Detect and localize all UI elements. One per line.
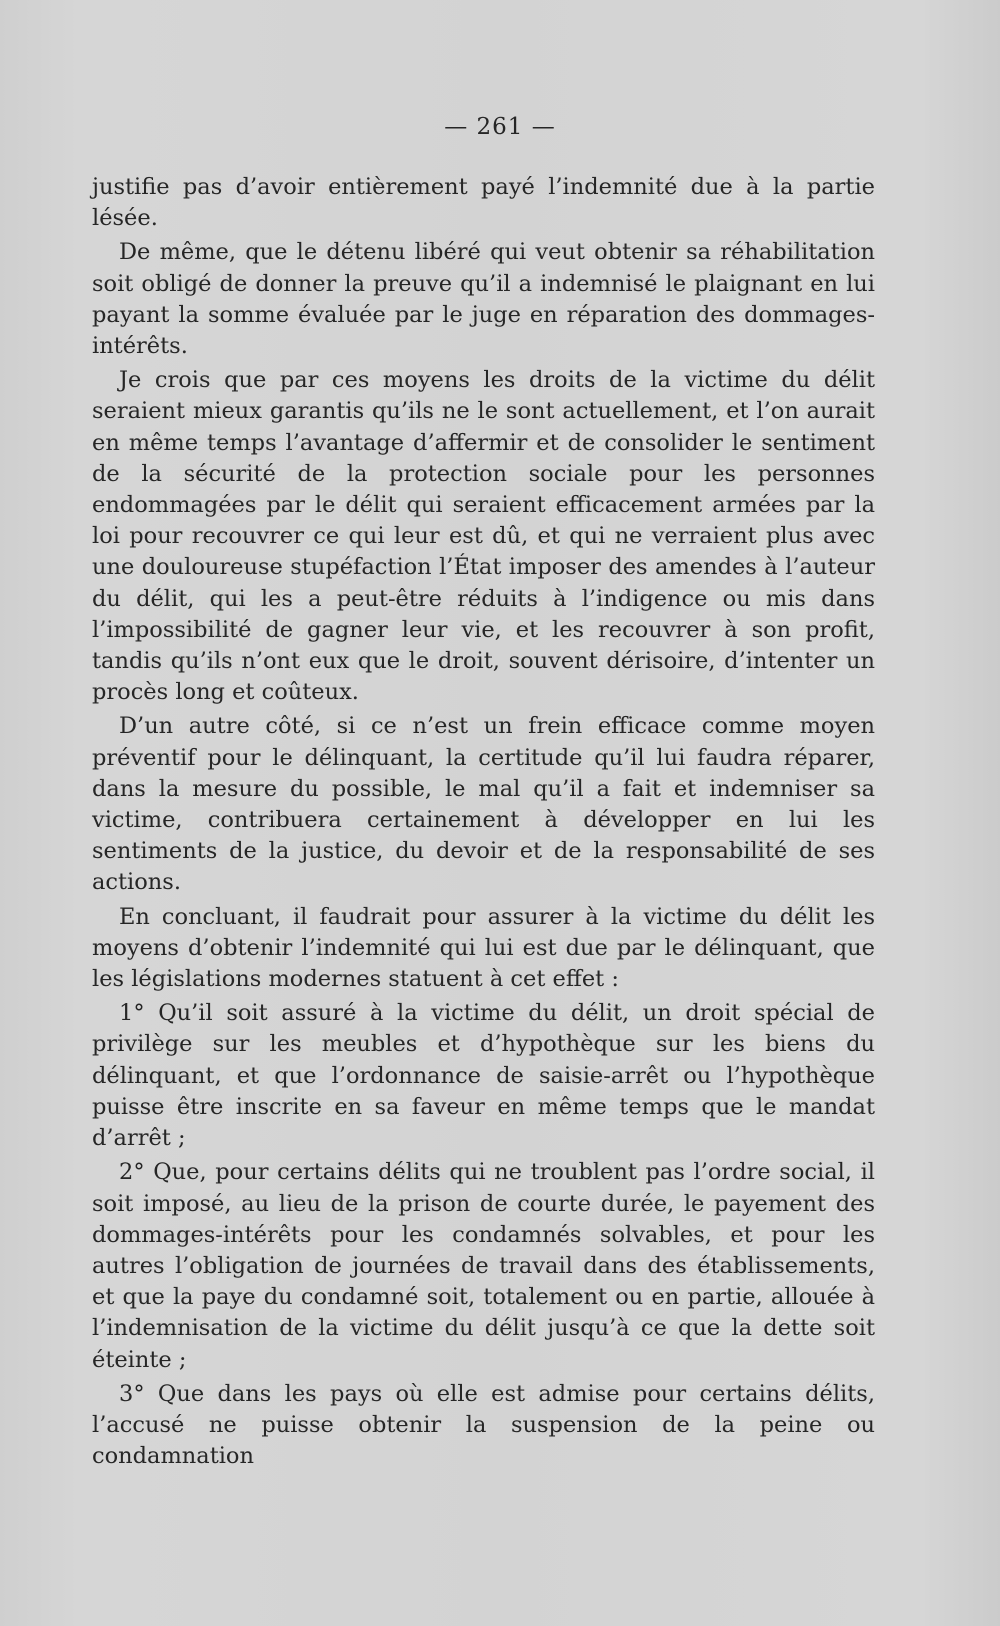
page-number: — 261 — <box>444 114 556 140</box>
list-item-2: 2° Que, pour certains délits qui ne troublent pas l’ordre social, il soit imposé, au lieu de la prison de courte durée, le payement des dommages-intérêts pour les condamnés solvables, et pour les autres l’obligation de journées de travail dans des établissements, et que la paye du condamné soit, totalement ou en partie, allouée à l’indemnisation de la victime du délit jusqu’à ce que la dette soit éteinte ; <box>92 1159 875 1373</box>
list-item-3: 3° Que dans les pays où elle est admise pour certains délits, l’accusé ne puisse obtenir la suspension de la peine ou condamnation <box>92 1380 875 1470</box>
paragraph-continuation: justifie pas d’avoir entièrement payé l’indemnité due à la partie lésée. <box>92 174 875 232</box>
paragraph-conclusion: En concluant, il faudrait pour assurer à la victime du délit les moyens d’obtenir l’indemnité qui lui est due par le délinquant, que les législations modernes statuent à cet effet : <box>92 903 875 993</box>
paragraph-preventive-effect: D’un autre côté, si ce n’est un frein efficace comme moyen préventif pour le délinquant, la certitude qu’il lui faudra réparer, dans la mesure du possible, le mal qu’il a fait et indemniser sa victime, contribuera certainement à développer en lui les sentiments de la justice, du devoir et de la responsabilité de ses actions. <box>92 713 875 896</box>
list-item-1: 1° Qu’il soit assuré à la victime du délit, un droit spécial de privilège sur les meubles et d’hypothèque sur les biens du délinquant, et que l’ordonnance de saisie-arrêt ou l’hypothèque puisse être inscrite en sa faveur en même temps que le mandat d’arrêt ; <box>92 1000 875 1152</box>
paragraph-rehabilitation: De même, que le détenu libéré qui veut obtenir sa réhabilitation soit obligé de donner la preuve qu’il a indemnisé le plaignant en lui payant la somme évaluée par le juge en réparation des dommages-intérêts. <box>92 239 875 360</box>
paragraph-victim-rights: Je crois que par ces moyens les droits de la victime du délit seraient mieux garantis qu’ils ne le sont actuellement, et l’on aurait en même temps l’avantage d’affermir et de consolider le sentiment de la sécurité de la protection sociale pour les personnes endommagées par le délit qui seraient efficacement armées par la loi pour recouvrer ce qui leur est dû, et qui ne verraient plus avec une douloureuse stupéfaction l’État imposer des amendes à l’auteur du délit, qui les a peut-être réduits à l’indigence ou mis dans l’impossibilité de gagner leur vie, et les recouvrer à son profit, tandis qu’ils n’ont eux que le droit, souvent dérisoire, d’intenter un procès long et coûteux. <box>92 367 875 706</box>
body-text <box>92 172 875 1475</box>
